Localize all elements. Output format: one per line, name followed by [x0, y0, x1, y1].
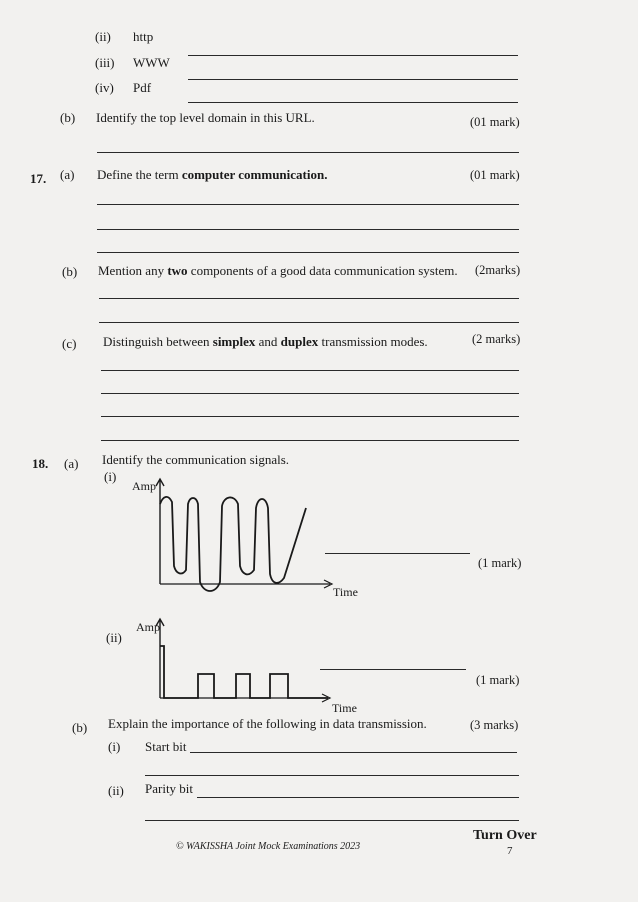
footer-copyright: © WAKISSHA Joint Mock Examinations 2023	[176, 841, 361, 852]
q18b-label: (b)	[72, 720, 88, 735]
q18a-i-marks: (1 mark)	[478, 556, 522, 570]
q16-item-ii-num: (ii)	[95, 29, 111, 44]
q18b-item-ii-num: (ii)	[108, 783, 124, 798]
answer-line[interactable]	[197, 797, 519, 798]
q17c-question: Distinguish between simplex and duplex transmission modes.	[103, 334, 428, 349]
signal-i-waveform	[160, 497, 306, 591]
answer-line[interactable]	[190, 752, 517, 753]
q17c-label: (c)	[62, 336, 77, 351]
q17a-marks: (01 mark)	[470, 168, 520, 182]
q18b-item-ii-text: Parity bit	[145, 781, 194, 796]
answer-line[interactable]	[145, 775, 519, 776]
answer-line[interactable]	[188, 102, 518, 103]
answer-line[interactable]	[97, 204, 519, 205]
answer-line[interactable]	[99, 298, 519, 299]
q18a-ii-marks: (1 mark)	[476, 673, 520, 687]
q17b-marks: (2marks)	[475, 263, 521, 277]
q16-item-iii-text: WWW	[133, 55, 170, 70]
q17c-marks: (2 marks)	[472, 332, 521, 346]
answer-line[interactable]	[325, 553, 470, 554]
q17b-question: Mention any two components of a good data communication system.	[98, 263, 458, 278]
q18a-i-label: (i)	[104, 469, 117, 484]
q16-item-iv-num: (iv)	[95, 80, 114, 95]
q18-number: 18.	[32, 456, 49, 471]
answer-line[interactable]	[99, 322, 519, 323]
q17-number: 17.	[30, 171, 47, 186]
answer-line[interactable]	[101, 393, 519, 394]
q17a-label: (a)	[60, 167, 75, 182]
page-number: 7	[507, 845, 513, 857]
answer-line[interactable]	[145, 820, 519, 821]
answer-line[interactable]	[188, 55, 518, 56]
q18a-ii-label: (ii)	[106, 630, 122, 645]
q16b-marks: (01 mark)	[470, 115, 520, 129]
q18b-marks: (3 marks)	[470, 718, 519, 732]
signal-ii-amp-label: Amp	[136, 620, 160, 634]
q16b-label: (b)	[60, 110, 76, 125]
answer-line[interactable]	[97, 252, 519, 253]
q17b-label: (b)	[62, 264, 78, 279]
q18b-question: Explain the importance of the following in data transmission.	[108, 716, 427, 731]
signal-i-amp-label: Amp	[132, 479, 156, 493]
signal-ii-waveform	[160, 646, 328, 698]
answer-line[interactable]	[101, 416, 519, 417]
q18b-item-i-num: (i)	[108, 739, 121, 754]
signal-i-time-label: Time	[333, 585, 358, 599]
answer-line[interactable]	[320, 669, 466, 670]
q18b-item-i-text: Start bit	[145, 739, 187, 754]
answer-line[interactable]	[101, 440, 519, 441]
answer-line[interactable]	[101, 370, 519, 371]
q16-item-iii-num: (iii)	[95, 55, 115, 70]
answer-line[interactable]	[97, 152, 519, 153]
answer-line[interactable]	[188, 79, 518, 80]
signal-ii-time-label: Time	[332, 701, 357, 715]
q17a-question: Define the term computer communication.	[97, 167, 328, 182]
turn-over-label: Turn Over	[473, 828, 537, 843]
signal-ii-diagram	[130, 616, 360, 716]
q16-item-iv-text: Pdf	[133, 80, 152, 95]
q18a-question: Identify the communication signals.	[102, 452, 290, 467]
q18a-label: (a)	[64, 456, 79, 471]
q16-item-ii-text: http	[133, 29, 154, 44]
signal-i-diagram	[120, 474, 358, 604]
answer-line[interactable]	[97, 229, 519, 230]
q16b-question: Identify the top level domain in this URL.	[96, 110, 315, 125]
